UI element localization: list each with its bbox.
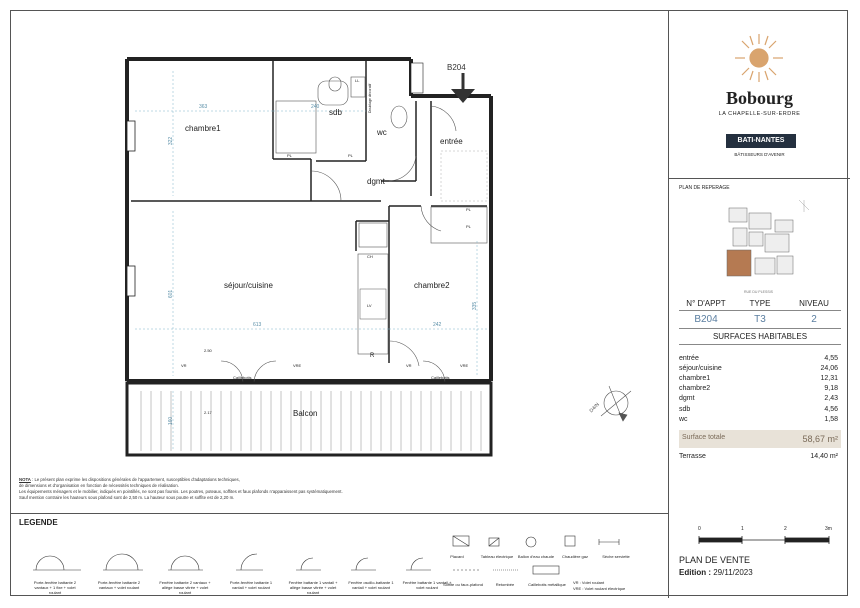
surface-value: 9,18 [824, 385, 838, 393]
legend [11, 513, 668, 598]
fixture-pl2: PL [348, 153, 353, 158]
terrasse-label: Terrasse [679, 453, 706, 461]
legend-retombee: Retombée [495, 582, 515, 587]
brand-name: Bobourg [725, 88, 794, 108]
surfaces-list [679, 345, 841, 424]
legend-door-2: Porte-fenêtre battante 2 vantaux + volet roulant [97, 580, 141, 590]
legend-chaudiere: Chaudière gaz [561, 554, 589, 559]
legend-vre: VRE : Volet roulant électrique [573, 586, 626, 591]
dim-242: 242 [433, 322, 442, 328]
plan-de-vente: PLAN DE VENTE [679, 555, 751, 565]
legend-placard: Placard [450, 554, 464, 559]
value-appt: B204 [694, 314, 718, 325]
surface-value: 24,06 [820, 364, 838, 372]
surface-label: sdb [679, 405, 691, 413]
legend-door-5: Fenêtre battante 1 vantail + allège basse vitrée + volet roulant [288, 580, 338, 595]
legend-seche: Sèche serviette [602, 554, 630, 559]
floor-plan-drawing [11, 11, 671, 481]
company-badge: BATI-NANTES [726, 134, 796, 148]
company-tagline: BÂTISSEURS D'AVENIR [734, 152, 785, 157]
plan-note [19, 477, 639, 501]
surface-label: chambre1 [679, 374, 711, 382]
compass-label: D4/N [588, 401, 601, 415]
scale-zero: 0 [698, 526, 701, 532]
fixture-gaine: Doublage décoratif [368, 83, 372, 113]
dim-613: 613 [253, 322, 262, 328]
note-line2: de dimensions et d'organisation en fonction de nécessités techniques de réalisation. [19, 483, 179, 488]
compass-icon [601, 386, 631, 421]
table-value-row [679, 311, 841, 329]
surface-label: chambre2 [679, 385, 711, 393]
surface-table [679, 297, 841, 460]
floor-plan [11, 11, 671, 521]
dim-601: 601 [168, 289, 175, 299]
legend-tableau: Tableau électrique [480, 554, 514, 559]
plan-reperage-title: PLAN DE REPERAGE [679, 185, 730, 191]
plan-sheet [10, 10, 848, 596]
scale-bar [669, 526, 850, 550]
fixture-h217: 2.17 [204, 410, 212, 415]
fixture-pl4: PL [466, 224, 471, 229]
legend-door-7: Fenêtre battante 1 vantail + volet roulant [402, 580, 452, 590]
dim-322: 322 [168, 136, 175, 146]
room-balcon: Balcon [293, 409, 318, 418]
terrasse-row [679, 448, 841, 460]
fixture-pl1: PL [287, 153, 292, 158]
dim-160: 160 [168, 416, 175, 426]
note-line3: Les équipements ménagers et le mobilier, indiqués en pointillés, ne sont pas fournis. Les poutres, poteaux, soffites et faux plafonds n'apparaissent pas systématiquement. [19, 489, 343, 494]
value-niveau: 2 [811, 314, 817, 325]
surface-label: wc [679, 415, 688, 423]
legend-door-symbols [31, 538, 451, 578]
surface-row [679, 363, 841, 373]
surface-label: séjour/cuisine [679, 364, 722, 372]
legend-ballon: Ballon d'eau chaude [517, 554, 555, 559]
surface-total [679, 430, 841, 448]
surface-label: dgmt [679, 395, 695, 403]
fixture-r: R [370, 353, 375, 359]
edition [679, 568, 753, 577]
fixture-vre1: VRE [293, 363, 302, 368]
surface-label: entrée [679, 354, 699, 362]
legend-door-6: Fenêtre oscillo-battante 1 vantail + volet roulant [348, 580, 394, 590]
fixture-pl3: PL [466, 207, 471, 212]
surface-row [679, 394, 841, 404]
brand-location: LA CHAPELLE-SUR-ERDRE [718, 111, 801, 117]
dim-363: 363 [199, 104, 208, 110]
table-header-row [679, 297, 841, 311]
scale-one: 1 [741, 526, 744, 532]
surfaces-title: SURFACES HABITABLES [679, 329, 841, 345]
room-chambre2: chambre2 [414, 281, 450, 290]
fixture-vr1: VR [181, 363, 187, 368]
terrasse-value: 14,40 m² [810, 453, 838, 461]
fixture-vre2: VRE [460, 363, 469, 368]
fixture-h250: 2.50 [204, 348, 212, 353]
legend-caillebotis: Caillebotis métallique [528, 582, 566, 587]
note-line4: Sauf mention contraire les hauteurs sous plafond sont de 2,50 m. La hauteur sous poutre et soffite est de 2,20 m. [19, 495, 235, 500]
fixture-ll: LL [355, 78, 360, 83]
surface-value: 12,31 [820, 374, 838, 382]
dim-335: 335 [472, 301, 479, 311]
legend-title: LEGENDE [19, 518, 58, 527]
surface-total-value: 58,67 m² [802, 434, 838, 445]
note-line1: : Le présent plan exprime les dispositions générales de l'appartement, susceptibles d'adaptations techniques, [30, 477, 240, 482]
header-appt: N° D'APPT [686, 299, 726, 308]
side-panel [668, 10, 850, 598]
scale-two: 2 [784, 526, 787, 532]
legend-door-3: Fenêtre battante 2 vantaux + allège basse vitrée + volet roulant [159, 580, 211, 595]
surface-total-label: Surface totale [682, 434, 726, 442]
note-title: NOTA [19, 477, 31, 482]
room-dgmt: dgmt [367, 177, 385, 186]
surface-row [679, 373, 841, 383]
fixture-lv: LV [367, 303, 372, 308]
legend-door-1: Porte-fenêtre battante 2 vantaux + 1 fixe + volet roulant [33, 580, 77, 595]
room-entree: entrée [440, 137, 463, 146]
surface-row [679, 414, 841, 424]
fixture-caillebotis2: Caillebotis [431, 375, 450, 380]
edition-label: Edition : [679, 568, 711, 577]
surface-value: 1,58 [824, 415, 838, 423]
apartment-tag: B204 [447, 63, 466, 72]
legend-soffite: Soffite ou faux-plafond [443, 582, 483, 587]
surface-value: 4,55 [824, 354, 838, 362]
fixture-caillebotis1: Caillebotis [233, 375, 252, 380]
legend-vr: VR : Volet roulant [573, 580, 605, 585]
room-wc: wc [377, 128, 387, 137]
surface-value: 2,43 [824, 395, 838, 403]
scale-bar-drawing [689, 530, 839, 550]
fixture-ch: CH [367, 254, 373, 259]
dim-240: 240 [311, 104, 320, 110]
room-sdb: sdb [329, 108, 342, 117]
room-chambre1: chambre1 [185, 124, 221, 133]
surface-row [679, 404, 841, 414]
bobourg-logo-icon [729, 30, 789, 90]
surface-row [679, 384, 841, 394]
header-niveau: NIVEAU [799, 299, 829, 308]
surface-value: 4,56 [824, 405, 838, 413]
legend-door-4: Porte-fenêtre battante 1 vantail + volet roulant [229, 580, 273, 590]
surface-row [679, 353, 841, 363]
logo-box [669, 10, 850, 179]
header-type: TYPE [749, 299, 771, 308]
scale-three: 3m [825, 526, 832, 532]
site-location-map [709, 198, 819, 288]
room-sejour: séjour/cuisine [224, 281, 273, 290]
value-type: T3 [754, 314, 766, 325]
fixture-vr2: VR [406, 363, 412, 368]
edition-date: 29/11/2023 [713, 568, 753, 577]
street-label: RUE DU PLESSIS [744, 290, 773, 294]
